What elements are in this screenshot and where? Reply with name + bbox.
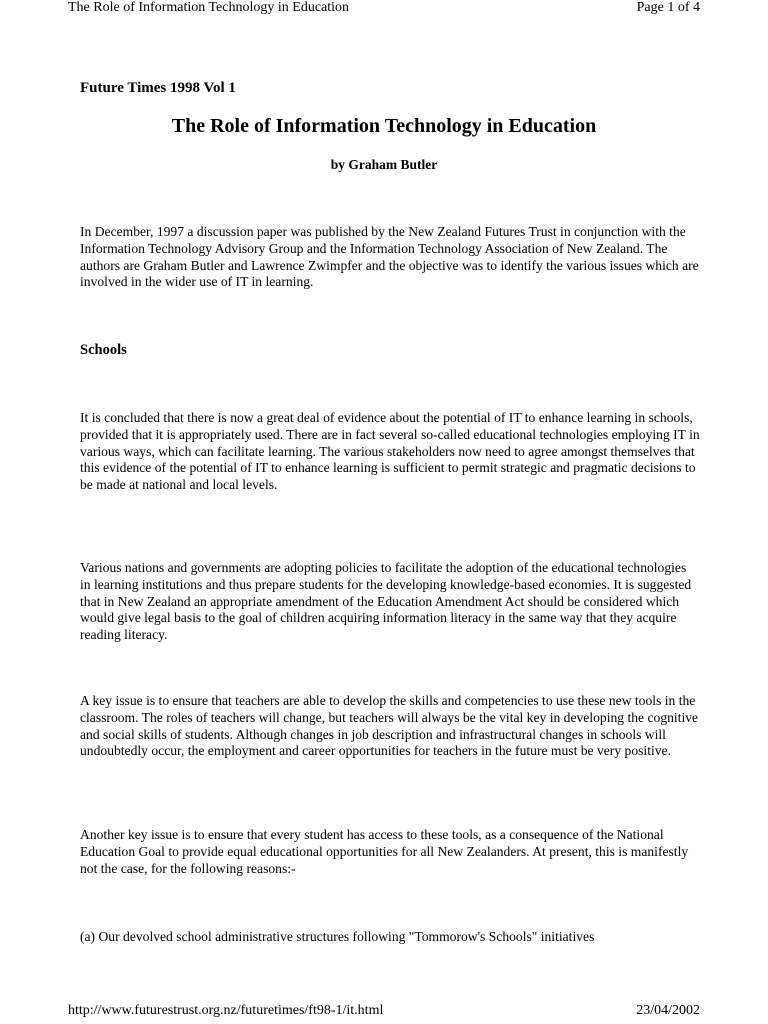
list-item: (a) Our devolved school administrative structures following "Tommorow's Schools" initiatives xyxy=(80,929,595,944)
paragraph: It is concluded that there is now a great deal of evidence about the potential of IT to enhance learning in schools, provided that it is appropriately used. There are in fact several so-called educational technologies employing IT in various ways, which can facilitate learning. The various stakeholders now need to agree amongst themselves that this evidence of the potential of IT to enhance learning is sufficient to permit strategic and pragmatic decisions to be made at national and local levels. xyxy=(80,410,700,493)
section-heading: Schools xyxy=(80,342,127,358)
paragraph: Various nations and governments are adopting policies to facilitate the adoption of the educational technologies in learning institutions and thus prepare students for the developing knowledge-based economies. It is suggested that in New Zealand an appropriate amendment of the Education Amendment Act should be considered which would give legal basis to the goal of children acquiring information literacy in the same way that they acquire reading literacy. xyxy=(80,560,692,643)
intro-paragraph: In December, 1997 a discussion paper was published by the New Zealand Futures Trust in conjunction with the Information Technology Advisory Group and the Information Technology Association of New Zealand. The authors are Graham Butler and Lawrence Zwimpfer and the objective was to identify the various issues which are involved in the wider use of IT in learning. xyxy=(80,224,699,290)
page-header-title: The Role of Information Technology in Education xyxy=(68,0,350,15)
page-number: Page 1 of 4 xyxy=(636,0,700,15)
paragraph: A key issue is to ensure that teachers are able to develop the skills and competencies to use these new tools in the classroom. The roles of teachers will change, but teachers will always be the vital key in developing the cognitive and social skills of students. Although changes in job description and infrastructural changes in schools will undoubtedly occur, the employment and career opportunities for teachers in the future must be very positive. xyxy=(80,693,699,759)
issue-label: Future Times 1998 Vol 1 xyxy=(80,80,236,96)
source-url: http://www.futurestrust.org.nz/futuretimes/ft98-1/it.html xyxy=(68,1003,384,1018)
paragraph: Another key issue is to ensure that every student has access to these tools, as a consequence of the National Education Goal to provide equal educational opportunities for all New Zealanders. At present, this is manifestly not the case, for the following reasons:- xyxy=(80,827,689,876)
byline: by Graham Butler xyxy=(330,157,438,172)
print-date: 23/04/2002 xyxy=(636,1003,700,1018)
article-title: The Role of Information Technology in Education xyxy=(171,115,597,137)
